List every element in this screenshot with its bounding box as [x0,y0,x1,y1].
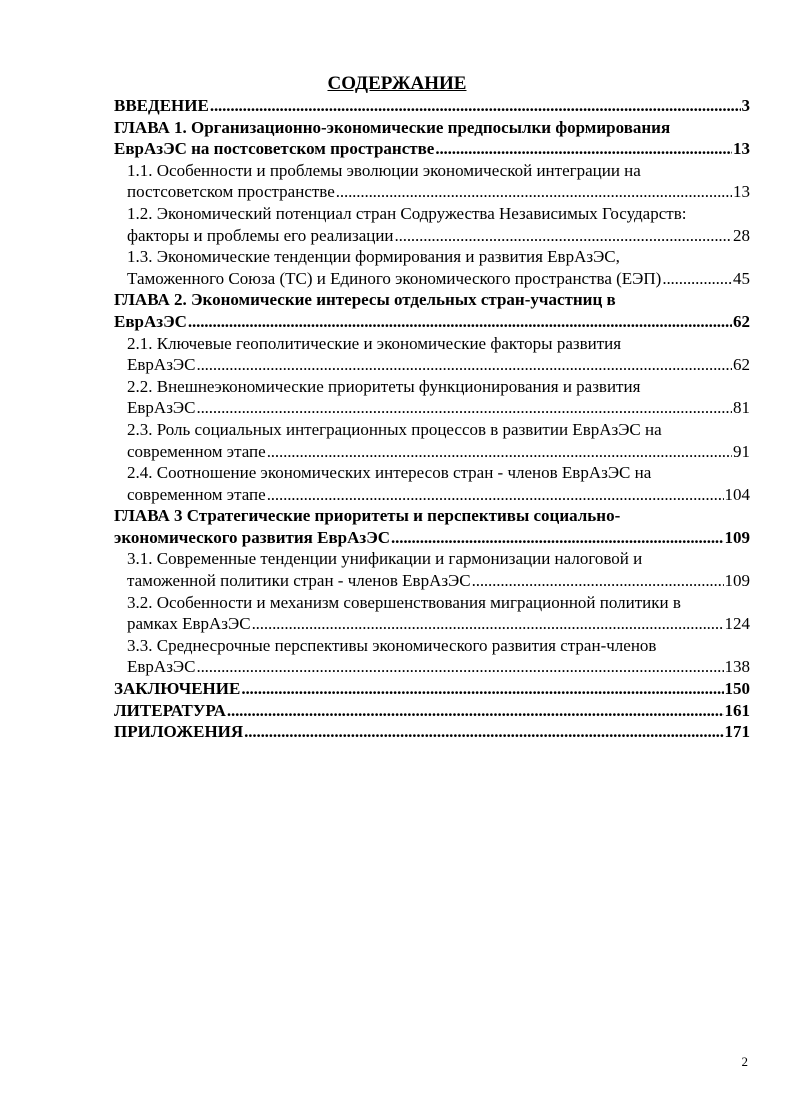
toc-entry-text: ГЛАВА 1. Организационно-экономические предпосылки формирования [114,117,671,137]
toc-entry-text: постсоветском пространстве [127,182,335,202]
dot-leader [196,354,732,376]
toc-entry-text: ПРИЛОЖЕНИЯ [114,722,244,742]
toc-page-number: 45 [733,268,750,288]
toc-page-number: 13 [733,182,750,202]
toc-entry-text: современном этапе [127,484,266,504]
dot-leader [241,678,723,700]
toc-subheading-line [114,592,750,614]
dot-leader [662,268,732,290]
toc-page-number: 109 [724,571,750,591]
toc-subheading-line [114,160,750,182]
dot-leader [472,570,724,592]
dot-leader [210,95,741,117]
dot-leader [336,181,732,203]
dot-leader [244,721,723,743]
toc-entry-text: 2.1. Ключевые геополитические и экономические факторы развития [127,333,622,353]
dot-leader [267,484,724,506]
toc-heading-line [114,95,750,117]
toc-subheading-line [114,419,750,441]
toc-subheading-line [114,268,750,290]
toc-entry-text: таможенной политики стран - членов ЕврАзЭС [127,571,471,591]
toc-entry-text: 3.3. Среднесрочные перспективы экономического развития стран-членов [127,635,657,655]
dot-leader [188,311,732,333]
toc-entry-text: факторы и проблемы его реализации [127,225,394,245]
dot-leader [252,613,724,635]
toc-entry-text: 3.1. Современные тенденции унификации и гармонизации налоговой и [127,549,643,569]
toc-entry-text: ЕврАзЭС [127,398,196,418]
toc-entry-text: ГЛАВА 3 Стратегические приоритеты и перспективы социально- [114,506,621,526]
toc-subheading-line [114,635,750,657]
toc-entry-text: 2.2. Внешнеэкономические приоритеты функционирования и развития [127,376,641,396]
toc-subheading-line [114,203,750,225]
toc-subheading-line [114,181,750,203]
toc-subheading-line [114,246,750,268]
toc-page-number: 138 [724,657,750,677]
dot-leader [196,656,723,678]
toc-page-number: 161 [724,700,750,720]
toc-subheading-line [114,397,750,419]
toc-subheading-line [114,333,750,355]
toc-subheading-line [114,548,750,570]
toc-entry-text: Таможенного Союза (ТС) и Единого экономического пространства (ЕЭП) [127,268,662,288]
toc-subheading-line [114,225,750,247]
dot-leader [227,700,724,722]
toc-subheading-line [114,354,750,376]
toc-entry-text: современном этапе [127,441,266,461]
toc-page-number: 81 [733,398,750,418]
toc-heading-line [114,138,750,160]
toc-page-number: 13 [733,139,750,159]
toc-page-number: 171 [724,722,750,742]
toc-entry-text: ЕврАзЭС на постсоветском пространстве [114,139,435,159]
toc-page-number: 3 [741,96,750,115]
toc-page-number: 104 [724,484,750,504]
toc-entry-text: ВВЕДЕНИЕ [114,96,209,115]
toc-heading-line [114,289,750,311]
toc-entry-text: ЕврАзЭС [127,355,196,375]
toc-entry-text: 2.4. Соотношение экономических интересов стран - членов ЕврАзЭС на [127,463,652,483]
toc-subheading-line [114,656,750,678]
page-title: СОДЕРЖАНИЕ [327,73,467,94]
toc-page-number: 124 [724,614,750,634]
toc-entry-text: рамках ЕврАзЭС [127,614,251,634]
dot-leader [267,441,732,463]
page-number: 2 [741,1054,748,1069]
toc-entry-text: ЗАКЛЮЧЕНИЕ [114,679,241,699]
toc-subheading-line [114,462,750,484]
toc-heading-line [114,311,750,333]
toc-page-number: 150 [724,679,750,699]
dot-leader [435,138,732,160]
toc-page-number: 62 [733,311,750,331]
toc-entry-text: ГЛАВА 2. Экономические интересы отдельных стран-участниц в [114,290,616,310]
toc-entry-text: 1.1. Особенности и проблемы эволюции экономической интеграции на [127,160,641,180]
toc-heading-line [114,527,750,549]
dot-leader [196,397,732,419]
toc-heading-line [114,505,750,527]
toc-page-number: 62 [733,355,750,375]
toc-entry-text: 3.2. Особенности и механизм совершенствования миграционной политики в [127,592,681,612]
toc-heading-line [114,678,750,700]
toc-heading-line [114,117,750,139]
toc-entry-text: экономического развития ЕврАзЭС [114,527,391,547]
toc-page-number: 91 [733,441,750,461]
toc-page-number: 28 [733,225,750,245]
toc-subheading-line [114,570,750,592]
toc-entry-text: 1.3. Экономические тенденции формирования и развития ЕврАзЭС, [127,247,620,267]
toc-entry-text: ЕврАзЭС [127,657,196,677]
toc-entry-text: 1.2. Экономический потенциал стран Содружества Независимых Государств: [127,203,687,223]
toc-subheading-line [114,613,750,635]
toc-heading-line [114,721,750,743]
toc-entry-text: 2.3. Роль социальных интеграционных процессов в развитии ЕврАзЭС на [127,419,662,439]
table-of-contents [114,95,750,743]
toc-entry-text: ЕврАзЭС [114,311,187,331]
toc-page-number: 109 [724,527,750,547]
dot-leader [395,225,732,247]
toc-entry-text: ЛИТЕРАТУРА [114,700,226,720]
toc-heading-line [114,700,750,722]
toc-subheading-line [114,484,750,506]
dot-leader [391,527,723,549]
toc-subheading-line [114,376,750,398]
toc-subheading-line [114,441,750,463]
